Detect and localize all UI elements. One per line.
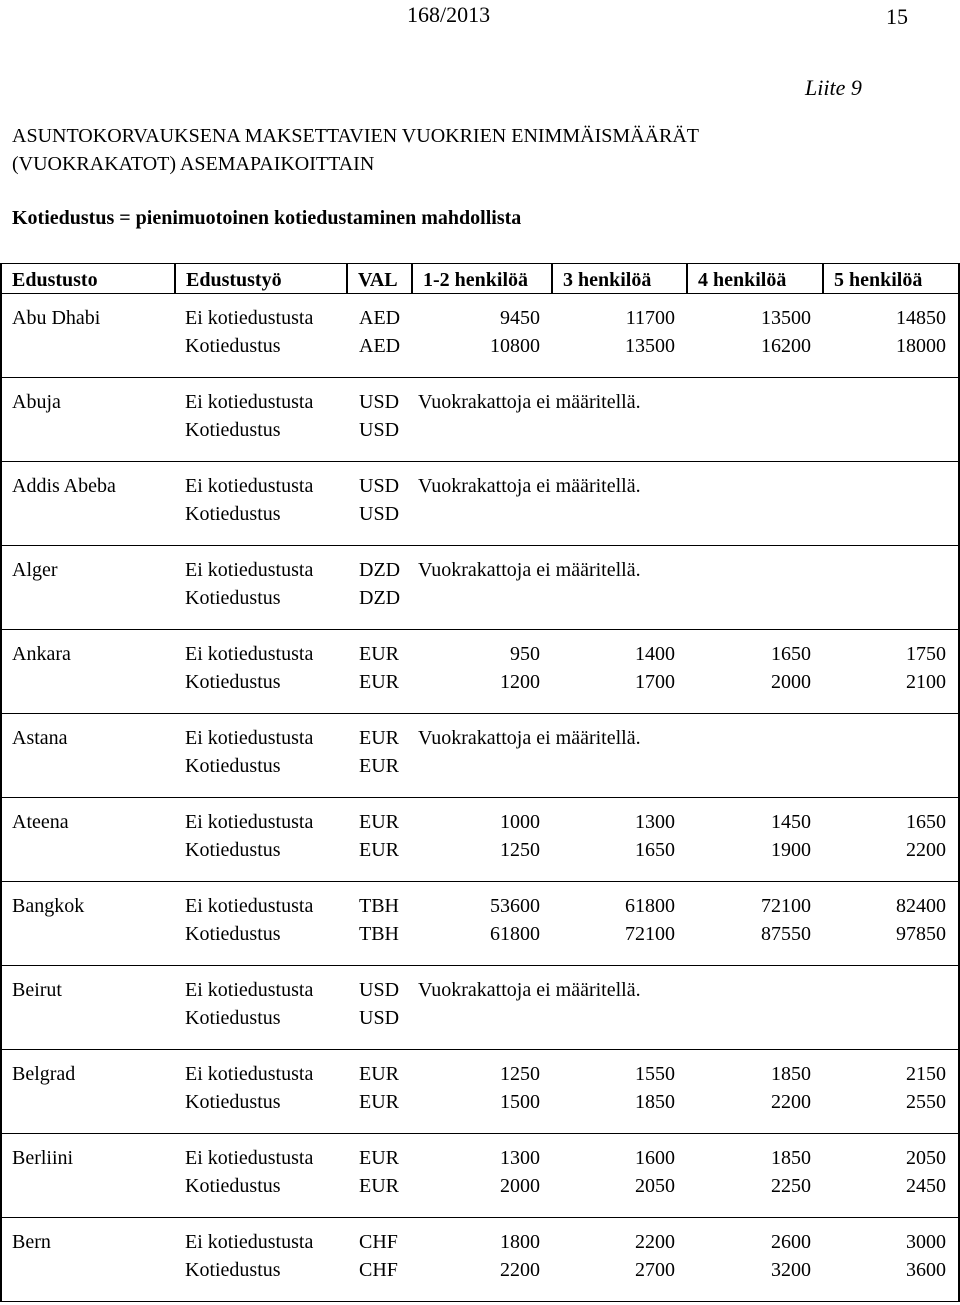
rent-cap-note: Vuokrakattoja ei määritellä. <box>418 475 641 497</box>
currency-code: CHF <box>359 1259 398 1281</box>
post-name: Abuja <box>12 391 61 413</box>
currency-code: EUR <box>359 839 399 861</box>
posting-type: Ei kotiedustusta <box>185 895 314 917</box>
rent-cap-value: 2700 <box>635 1259 675 1281</box>
rent-cap-value: 9450 <box>500 307 540 329</box>
rent-cap-cell <box>687 1218 823 1302</box>
rent-cap-note: Vuokrakattoja ei määritellä. <box>418 391 641 413</box>
rent-cap-cell <box>552 1050 687 1134</box>
posting-type: Ei kotiedustusta <box>185 391 314 413</box>
rent-cap-note: Vuokrakattoja ei määritellä. <box>418 559 641 581</box>
posting-type-cell <box>175 462 347 546</box>
currency-code: EUR <box>359 755 399 777</box>
posting-type: Kotiedustus <box>185 755 281 777</box>
rent-cap-value: 2050 <box>635 1175 675 1197</box>
posting-type: Kotiedustus <box>185 335 281 357</box>
rent-cap-value: 2200 <box>635 1231 675 1253</box>
rent-cap-value: 1200 <box>500 671 540 693</box>
post-cell <box>1 1134 175 1218</box>
rent-cap-value: 72100 <box>761 895 811 917</box>
rent-cap-value: 1600 <box>635 1147 675 1169</box>
rent-cap-value: 2200 <box>771 1091 811 1113</box>
column-header-currency: VAL <box>347 264 412 294</box>
rent-cap-value: 2000 <box>500 1175 540 1197</box>
post-cell <box>1 378 175 462</box>
post-cell <box>1 798 175 882</box>
posting-type-cell <box>175 882 347 966</box>
post-cell <box>1 1050 175 1134</box>
posting-type-cell <box>175 546 347 630</box>
definition-note: Kotiedustus = pienimuotoinen kotiedustaminen mahdollista <box>12 207 522 229</box>
posting-type-cell <box>175 294 347 378</box>
currency-code: EUR <box>359 1091 399 1113</box>
rent-cap-cell <box>412 294 552 378</box>
posting-type: Kotiedustus <box>185 419 281 441</box>
rent-cap-note: Vuokrakattoja ei määritellä. <box>418 979 641 1001</box>
posting-type: Kotiedustus <box>185 1259 281 1281</box>
post-cell <box>1 294 175 378</box>
rent-cap-value: 1250 <box>500 839 540 861</box>
note-cell <box>412 966 959 1050</box>
currency-cell <box>347 966 412 1050</box>
rent-cap-value: 72100 <box>625 923 675 945</box>
currency-code: EUR <box>359 1147 399 1169</box>
note-cell <box>412 462 959 546</box>
column-header-5-persons: 5 henkilöä <box>823 264 959 294</box>
rent-cap-cell <box>552 294 687 378</box>
currency-cell <box>347 462 412 546</box>
currency-code: EUR <box>359 643 399 665</box>
posting-type: Kotiedustus <box>185 923 281 945</box>
currency-code: EUR <box>359 671 399 693</box>
rent-cap-value: 1300 <box>635 811 675 833</box>
posting-type: Ei kotiedustusta <box>185 559 314 581</box>
table-row <box>1 378 959 462</box>
rent-cap-cell <box>412 1050 552 1134</box>
currency-cell <box>347 630 412 714</box>
rent-cap-cell <box>412 798 552 882</box>
currency-code: EUR <box>359 811 399 833</box>
post-name: Addis Abeba <box>12 475 116 497</box>
post-cell <box>1 714 175 798</box>
currency-code: USD <box>359 391 400 413</box>
rent-cap-value: 1550 <box>635 1063 675 1085</box>
page-title-line-1: ASUNTOKORVAUKSENA MAKSETTAVIEN VUOKRIEN ENIMMÄISMÄÄRÄT <box>12 125 700 147</box>
table-row <box>1 546 959 630</box>
post-cell <box>1 630 175 714</box>
rent-cap-cell <box>823 294 959 378</box>
posting-type: Kotiedustus <box>185 671 281 693</box>
note-cell <box>412 546 959 630</box>
post-name: Astana <box>12 727 68 749</box>
rent-cap-cell <box>412 882 552 966</box>
rent-cap-value: 2250 <box>771 1175 811 1197</box>
posting-type: Ei kotiedustusta <box>185 1231 314 1253</box>
posting-type: Ei kotiedustusta <box>185 979 314 1001</box>
currency-code: USD <box>359 979 400 1001</box>
column-header-1-2-persons: 1-2 henkilöä <box>412 264 552 294</box>
rent-cap-cell <box>552 1134 687 1218</box>
note-cell <box>412 714 959 798</box>
rent-cap-value: 2150 <box>906 1063 946 1085</box>
rent-cap-value: 2550 <box>906 1091 946 1113</box>
rent-cap-value: 1700 <box>635 671 675 693</box>
currency-cell <box>347 798 412 882</box>
rent-cap-value: 87550 <box>761 923 811 945</box>
post-name: Alger <box>12 559 58 581</box>
rent-cap-value: 13500 <box>761 307 811 329</box>
table-row <box>1 630 959 714</box>
currency-cell <box>347 714 412 798</box>
rent-cap-value: 10800 <box>490 335 540 357</box>
rent-cap-value: 2450 <box>906 1175 946 1197</box>
posting-type: Ei kotiedustusta <box>185 475 314 497</box>
rent-cap-value: 1650 <box>906 811 946 833</box>
rent-cap-cell <box>823 1134 959 1218</box>
currency-code: EUR <box>359 1063 399 1085</box>
posting-type: Kotiedustus <box>185 839 281 861</box>
currency-code: AED <box>359 307 401 329</box>
rent-cap-value: 61800 <box>490 923 540 945</box>
rent-cap-cell <box>412 1134 552 1218</box>
currency-cell <box>347 1050 412 1134</box>
rent-cap-value: 13500 <box>625 335 675 357</box>
column-header-4-persons: 4 henkilöä <box>687 264 823 294</box>
currency-cell <box>347 1218 412 1302</box>
currency-code: USD <box>359 1007 400 1029</box>
posting-type-cell <box>175 378 347 462</box>
currency-cell <box>347 882 412 966</box>
rent-cap-value: 1800 <box>500 1231 540 1253</box>
column-header-3-persons: 3 henkilöä <box>552 264 687 294</box>
currency-code: AED <box>359 335 401 357</box>
rent-cap-value: 2600 <box>771 1231 811 1253</box>
rent-cap-value: 82400 <box>896 895 946 917</box>
rent-cap-cell <box>687 1050 823 1134</box>
rent-cap-value: 1650 <box>771 643 811 665</box>
rent-cap-value: 2100 <box>906 671 946 693</box>
rent-cap-cell <box>552 1218 687 1302</box>
page-title-line-2: (VUOKRAKATOT) ASEMAPAIKOITTAIN <box>12 153 375 175</box>
currency-code: EUR <box>359 727 399 749</box>
rent-cap-value: 2200 <box>906 839 946 861</box>
posting-type: Ei kotiedustusta <box>185 307 314 329</box>
rent-cap-cell <box>687 1134 823 1218</box>
posting-type-cell <box>175 966 347 1050</box>
column-header-post: Edustusto <box>1 264 175 294</box>
rent-cap-cell <box>687 294 823 378</box>
post-cell <box>1 462 175 546</box>
table-row <box>1 1218 959 1302</box>
table-row <box>1 966 959 1050</box>
post-name: Bern <box>12 1231 51 1253</box>
post-name: Abu Dhabi <box>12 307 101 329</box>
post-cell <box>1 1218 175 1302</box>
rent-cap-cell <box>823 630 959 714</box>
posting-type: Ei kotiedustusta <box>185 1147 314 1169</box>
rent-cap-value: 1300 <box>500 1147 540 1169</box>
rent-cap-value: 61800 <box>625 895 675 917</box>
note-cell <box>412 378 959 462</box>
table-header-row <box>1 264 959 294</box>
posting-type-cell <box>175 714 347 798</box>
rent-cap-value: 1750 <box>906 643 946 665</box>
rent-cap-value: 1850 <box>635 1091 675 1113</box>
posting-type: Kotiedustus <box>185 1007 281 1029</box>
currency-code: USD <box>359 419 400 441</box>
currency-cell <box>347 546 412 630</box>
rent-cap-value: 97850 <box>896 923 946 945</box>
posting-type-cell <box>175 630 347 714</box>
post-name: Berliini <box>12 1147 74 1169</box>
posting-type-cell <box>175 1134 347 1218</box>
posting-type: Kotiedustus <box>185 1175 281 1197</box>
rent-cap-value: 1850 <box>771 1063 811 1085</box>
posting-type-cell <box>175 1050 347 1134</box>
posting-type-cell <box>175 1218 347 1302</box>
page-number: 15 <box>886 4 908 29</box>
currency-code: EUR <box>359 1175 399 1197</box>
rent-cap-table <box>0 263 960 1302</box>
rent-cap-value: 2200 <box>500 1259 540 1281</box>
post-cell <box>1 966 175 1050</box>
currency-code: USD <box>359 475 400 497</box>
rent-cap-value: 2000 <box>771 671 811 693</box>
table-row <box>1 1134 959 1218</box>
rent-cap-value: 2050 <box>906 1147 946 1169</box>
rent-cap-value: 11700 <box>625 307 675 329</box>
rent-cap-value: 14850 <box>896 307 946 329</box>
posting-type: Ei kotiedustusta <box>185 1063 314 1085</box>
currency-code: USD <box>359 503 400 525</box>
table-row <box>1 798 959 882</box>
rent-cap-value: 18000 <box>896 335 946 357</box>
post-cell <box>1 882 175 966</box>
rent-cap-cell <box>687 630 823 714</box>
table-row <box>1 1050 959 1134</box>
posting-type: Kotiedustus <box>185 503 281 525</box>
currency-code: TBH <box>359 895 399 917</box>
rent-cap-value: 3000 <box>906 1231 946 1253</box>
posting-type: Ei kotiedustusta <box>185 811 314 833</box>
table-row <box>1 882 959 966</box>
post-name: Bangkok <box>12 895 85 917</box>
rent-cap-note: Vuokrakattoja ei määritellä. <box>418 727 641 749</box>
rent-cap-value: 3600 <box>906 1259 946 1281</box>
rent-cap-value: 1400 <box>635 643 675 665</box>
posting-type: Kotiedustus <box>185 1091 281 1113</box>
post-name: Ankara <box>12 643 71 665</box>
currency-cell <box>347 294 412 378</box>
rent-cap-value: 950 <box>510 643 540 665</box>
table-row <box>1 294 959 378</box>
rent-cap-cell <box>687 882 823 966</box>
rent-cap-cell <box>412 630 552 714</box>
currency-cell <box>347 1134 412 1218</box>
currency-code: CHF <box>359 1231 398 1253</box>
currency-cell <box>347 378 412 462</box>
appendix-label: Liite 9 <box>805 75 862 100</box>
rent-cap-cell <box>823 798 959 882</box>
rent-cap-value: 1500 <box>500 1091 540 1113</box>
rent-cap-cell <box>823 1218 959 1302</box>
post-name: Beirut <box>12 979 62 1001</box>
rent-cap-cell <box>552 882 687 966</box>
rent-cap-value: 3200 <box>771 1259 811 1281</box>
rent-cap-value: 1250 <box>500 1063 540 1085</box>
rent-cap-cell <box>687 798 823 882</box>
currency-code: DZD <box>359 559 401 581</box>
posting-type: Ei kotiedustusta <box>185 643 314 665</box>
currency-code: DZD <box>359 587 401 609</box>
rent-cap-value: 1900 <box>771 839 811 861</box>
rent-cap-value: 1000 <box>500 811 540 833</box>
rent-cap-value: 1450 <box>771 811 811 833</box>
posting-type: Ei kotiedustusta <box>185 727 314 749</box>
rent-cap-cell <box>412 1218 552 1302</box>
post-cell <box>1 546 175 630</box>
currency-code: TBH <box>359 923 399 945</box>
table-row <box>1 462 959 546</box>
rent-cap-cell <box>552 798 687 882</box>
rent-cap-value: 16200 <box>761 335 811 357</box>
rent-cap-value: 1650 <box>635 839 675 861</box>
post-name: Belgrad <box>12 1063 76 1085</box>
rent-cap-value: 1850 <box>771 1147 811 1169</box>
column-header-posting-type: Edustustyö <box>175 264 347 294</box>
document-number: 168/2013 <box>407 2 491 27</box>
rent-cap-cell <box>552 630 687 714</box>
table-row <box>1 714 959 798</box>
rent-cap-value: 53600 <box>490 895 540 917</box>
post-name: Ateena <box>12 811 69 833</box>
rent-cap-cell <box>823 1050 959 1134</box>
posting-type: Kotiedustus <box>185 587 281 609</box>
posting-type-cell <box>175 798 347 882</box>
rent-cap-cell <box>823 882 959 966</box>
